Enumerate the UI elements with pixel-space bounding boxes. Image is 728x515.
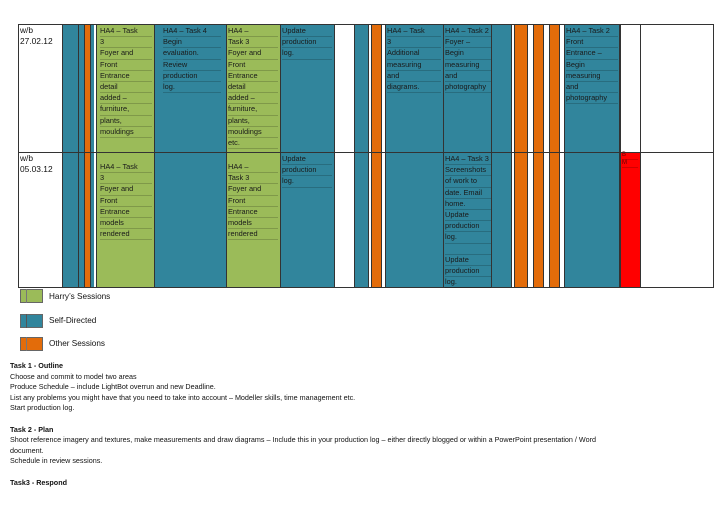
cell-line: rendered [228,229,278,240]
cell-line: production [163,71,221,82]
cell-line: HA4 – [228,26,278,37]
self-directed-column [354,24,368,288]
cell-line: photography [566,93,618,104]
cell-line: Front [228,196,278,207]
task-cell [387,26,441,93]
cell-line: HA4 – Task [100,162,152,173]
cell-line: log. [282,48,332,59]
cell-line: log. [445,232,491,243]
cell-line: added – [100,93,152,104]
legend-swatch-blue [20,314,43,328]
cell-line: production [282,165,332,176]
cell-line: Entrance [100,71,152,82]
cell-line: Foyer and [228,184,278,195]
cell-line: Foyer and [228,48,278,59]
legend-swatch-orange [20,337,43,351]
cell-line: HA4 – Task [100,26,152,37]
cell-line: furniture, [100,104,152,115]
note-line: Shoot reference imagery and textures, make measurements and draw diagrams – Include this in your production log – either directly blogged or within a PowerPoint presentation / Word [10,435,596,445]
cell-line: Update [445,255,491,266]
cell-line: Review [163,60,221,71]
cell-line: plants, [228,116,278,127]
cell-line: Front [228,60,278,71]
self-directed-column [62,24,78,288]
cell-line: Entrance [228,71,278,82]
other-session-column [371,24,381,288]
cell-line: of work to [445,176,491,187]
cell-line: measuring [445,60,491,71]
week-label: w/b 27.02.12 [20,25,53,46]
task3-title: Task3 - Respond [10,477,67,487]
cell-line: HA4 – Task [387,26,441,37]
timetable [18,24,714,288]
legend-label: Other Sessions [49,339,105,348]
task-cell [282,26,332,60]
cell-line: date. Email [445,188,491,199]
cell-line: mouldings [100,127,152,138]
cell-line: Update [282,26,332,37]
note-line: Start production log. [10,403,75,413]
cell-line: 3 [387,37,441,48]
note-line: Schedule in review sessions. [10,456,103,466]
note-line: List any problems you might have that you need to take into account – Modeller skills, time management etc. [10,392,356,402]
other-session-column [514,24,527,288]
cell-line: detail [100,82,152,93]
task-cell [445,26,491,93]
task-cell [163,26,221,93]
cell-line: production [282,37,332,48]
task-cell [566,26,618,104]
cell-line: HA4 – Task 2 [566,26,618,37]
cell-line: production [445,266,491,277]
cell-line: and [566,82,618,93]
task2-title: Task 2 - Plan [10,424,54,434]
cell-line: etc. [228,138,278,149]
task-cell [282,154,332,188]
legend-label: Harry’s Sessions [49,292,111,301]
cell-line: Foyer and [100,48,152,59]
red-cell-text [622,152,638,168]
cell-line: production [445,221,491,232]
cell-line: Begin [566,60,618,71]
cell-line: Task 3 [228,173,278,184]
task-notes [10,361,710,488]
cell-line: plants, [100,116,152,127]
cell-line: HA4 – Task 3 [445,154,491,165]
cell-line: log. [445,277,491,288]
task-cell [445,154,491,288]
cell-line: Screenshots [445,165,491,176]
legend-label: Self-Directed [49,316,97,325]
cell-line: Front [566,37,618,48]
cell-line: log. [282,176,332,187]
cell-line: Begin [445,48,491,59]
cell-line: Entrance – [566,48,618,59]
task-cell [228,162,278,240]
task-cell [228,26,278,149]
cell-line: Front [100,196,152,207]
week-label: w/b 05.03.12 [20,153,53,174]
cell-line: 3 [100,37,152,48]
cell-line: Entrance [228,207,278,218]
cell-line: Task 3 [228,37,278,48]
cell-line: home. [445,199,491,210]
cell-line: Begin [163,37,221,48]
cell-line: diagrams. [387,82,441,93]
cell-line: detail [228,82,278,93]
cell-line: and [387,71,441,82]
cell-line: Foyer and [100,184,152,195]
cell-line: evaluation. [163,48,221,59]
cell-line: Update [445,210,491,221]
cell-line: HA4 – Task 4 [163,26,221,37]
cell-line: and [445,71,491,82]
task1-title: Task 1 - Outline [10,361,63,370]
legend-swatch-green [20,289,43,303]
cell-line: furniture, [228,104,278,115]
other-session-column [549,24,559,288]
cell-line: B [622,152,638,160]
note-line: Produce Schedule – include LightBot overrun and new Deadline. [10,382,216,392]
task-cell [100,26,152,138]
task-cell [100,162,152,240]
self-directed-column [491,24,511,288]
cell-line: photography [445,82,491,93]
note-line: document. [10,445,44,455]
note-line: Choose and commit to model two areas [10,371,137,381]
cell-line: Update [282,154,332,165]
cell-line: 3 [100,173,152,184]
other-session-column [533,24,543,288]
cell-line: measuring [387,60,441,71]
cell-line: M [622,160,638,168]
cell-line: Foyer – [445,37,491,48]
cell-line: HA4 – [228,162,278,173]
cell-line: models [228,218,278,229]
red-session-cell [620,152,640,288]
cell-line: added – [228,93,278,104]
cell-line [445,244,491,255]
cell-line: Additional [387,48,441,59]
cell-line: measuring [566,71,618,82]
cell-line: HA4 – Task 2 [445,26,491,37]
cell-line: Front [100,60,152,71]
cell-line: mouldings [228,127,278,138]
cell-line: rendered [100,229,152,240]
cell-line: Entrance [100,207,152,218]
cell-line: log. [163,82,221,93]
cell-line: models [100,218,152,229]
